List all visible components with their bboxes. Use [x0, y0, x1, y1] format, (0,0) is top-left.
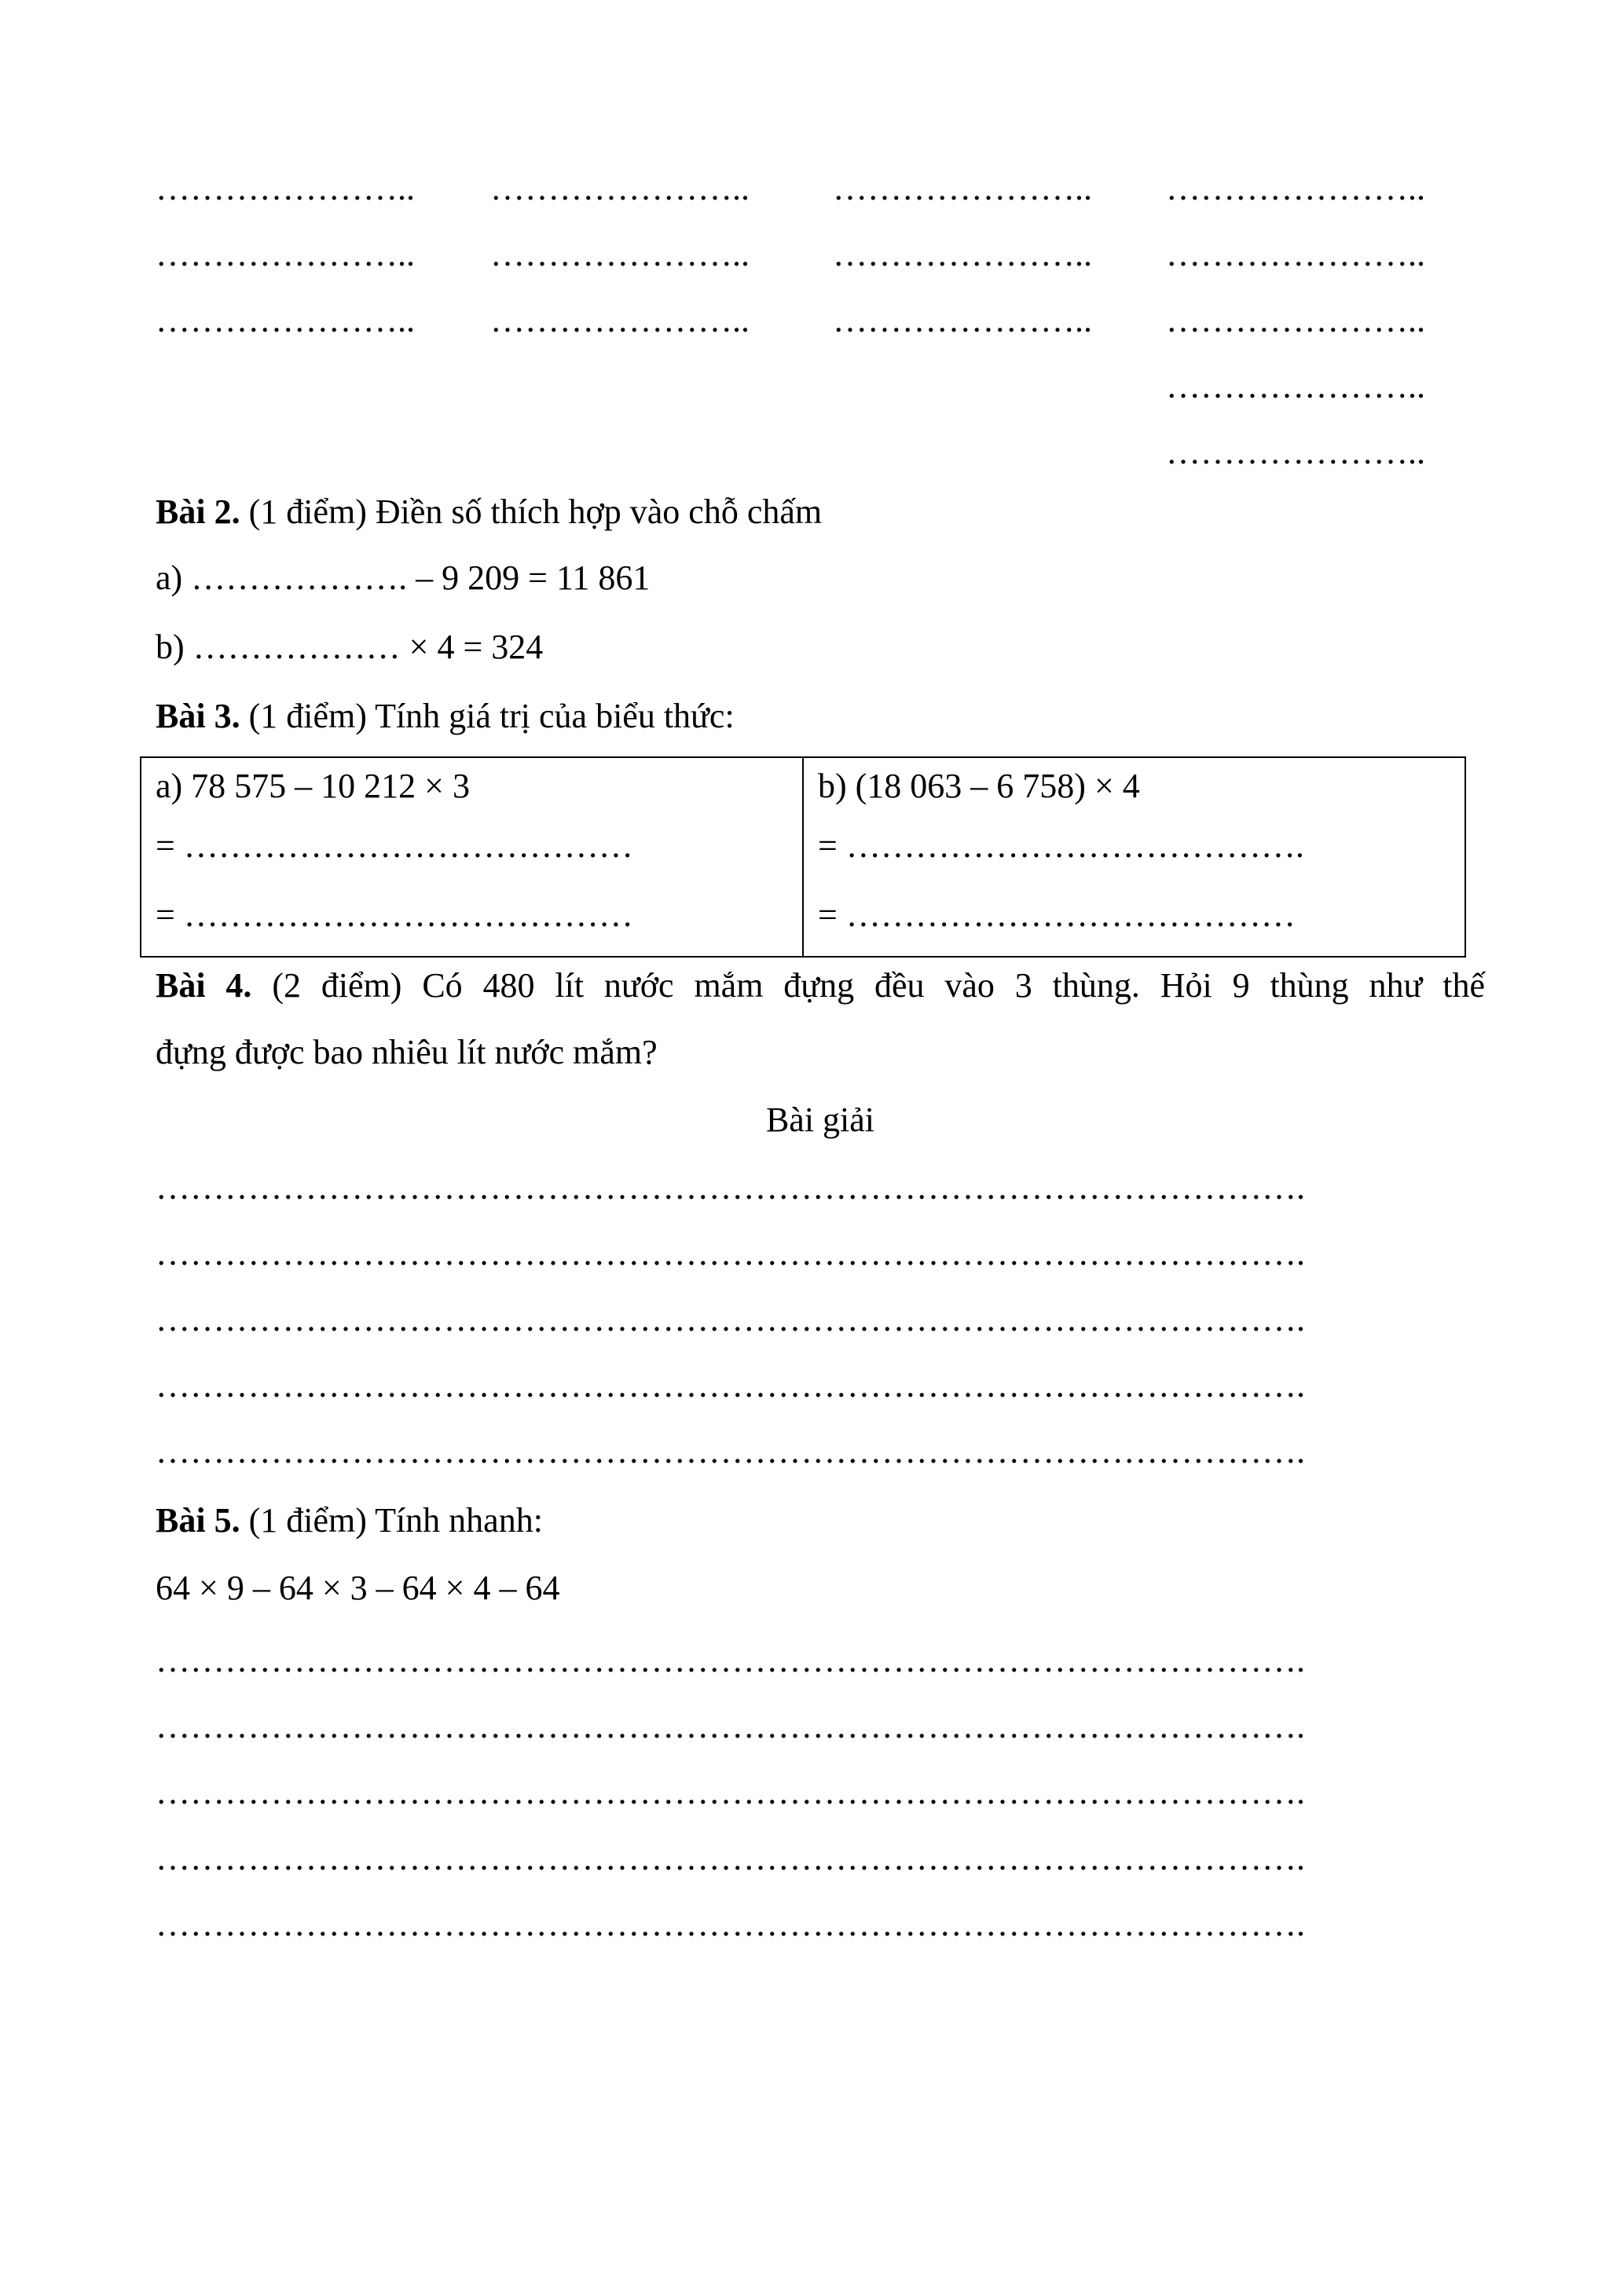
bai3-description: (1 điểm) Tính giá trị của biểu thức:	[248, 697, 735, 735]
bai5-answer-line: ……………………………………………………………………………………….	[156, 1709, 1305, 1744]
bai4-description: (2 điểm) Có 480 lít nước mắm đựng đều vào 3 thùng. Hỏi 9 thùng như thế	[272, 966, 1486, 1005]
bai4-description-cont: đựng được bao nhiêu lít nước mắm?	[156, 1033, 658, 1071]
bai5-expression: 64 × 9 – 64 × 3 – 64 × 4 – 64	[156, 1569, 560, 1607]
bai4-answer-line: ……………………………………………………………………………………….	[156, 1302, 1305, 1337]
bai3-left-answer-line-1: = …………………………………	[156, 826, 633, 865]
grid-cell: …………………..	[156, 169, 415, 207]
bai3-title	[156, 699, 735, 734]
bai5-answer-line: ……………………………………………………………………………………….	[156, 1643, 1305, 1678]
bai4-solution-title: Bài giải	[765, 1100, 875, 1139]
grid-cell: …………………..	[1166, 301, 1425, 339]
bai3-expression-table	[140, 756, 1466, 958]
grid-cell: …………………..	[833, 301, 1092, 339]
bai4-answer-line: ……………………………………………………………………………………….	[156, 1368, 1305, 1403]
bai3-right-expression: b) (18 063 – 6 758) × 4	[818, 767, 1140, 805]
bai5-description: (1 điểm) Tính nhanh:	[248, 1501, 543, 1540]
bai2-heading: Bài 2.	[156, 493, 240, 531]
bai3-right-answer-line-1: = ………………………………….	[818, 826, 1304, 865]
grid-cell: …………………..	[833, 235, 1092, 273]
bai4-answer-line: ……………………………………………………………………………………….	[156, 1170, 1305, 1205]
bai3-left-expression: a) 78 575 – 10 212 × 3	[156, 767, 470, 805]
bai3-right-answer-line-2: = …………………………………	[818, 895, 1296, 934]
bai3-heading: Bài 3.	[156, 697, 240, 735]
bai4-title	[156, 966, 1486, 1005]
bai3-right-cell	[803, 757, 1465, 957]
bai5-heading: Bài 5.	[156, 1501, 240, 1540]
grid-cell: …………………..	[156, 235, 415, 273]
bai5-answer-line: ……………………………………………………………………………………….	[156, 1775, 1305, 1810]
bai5-title	[156, 1503, 543, 1538]
grid-cell: …………………..	[1166, 235, 1425, 273]
bai4-answer-line: ……………………………………………………………………………………….	[156, 1434, 1305, 1469]
bai4-heading: Bài 4.	[156, 966, 252, 1005]
grid-cell: …………………..	[833, 169, 1092, 207]
grid-cell: …………………..	[490, 235, 750, 273]
bai2-title	[156, 495, 822, 529]
grid-cell: …………………..	[1166, 169, 1425, 207]
bai2-description: (1 điểm) Điền số thích hợp vào chỗ chấm	[248, 493, 823, 531]
grid-cell: …………………..	[490, 301, 750, 339]
bai2-part-a: a) ………………. – 9 209 = 11 861	[156, 558, 651, 597]
grid-cell: …………………..	[1166, 367, 1425, 405]
bai3-left-cell	[141, 757, 803, 957]
grid-cell: …………………..	[156, 301, 415, 339]
grid-cell: …………………..	[490, 169, 750, 207]
bai5-answer-line: ……………………………………………………………………………………….	[156, 1907, 1305, 1942]
bai4-answer-line: ……………………………………………………………………………………….	[156, 1236, 1305, 1271]
bai3-left-answer-line-2: = …………………………………	[156, 895, 633, 934]
bai2-part-b: b) ……………… × 4 = 324	[156, 628, 544, 666]
bai5-answer-line: ……………………………………………………………………………………….	[156, 1841, 1305, 1876]
grid-cell: …………………..	[1166, 433, 1425, 471]
